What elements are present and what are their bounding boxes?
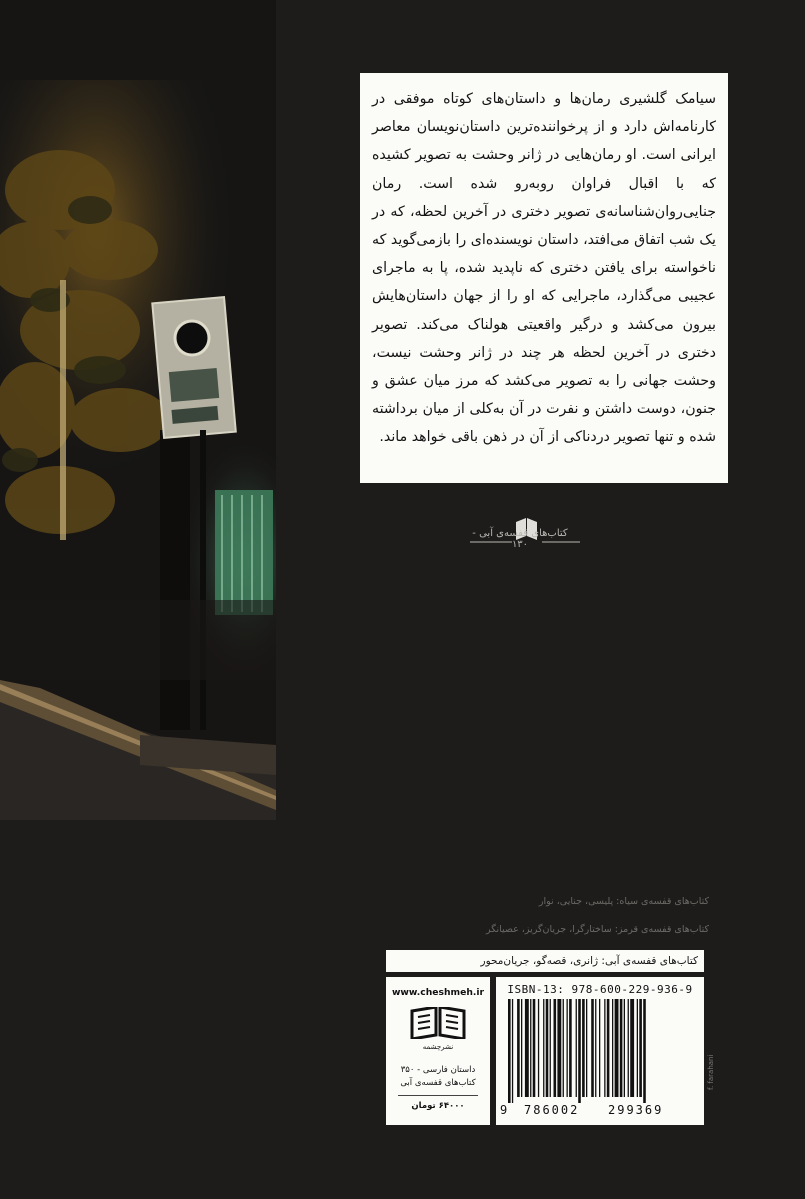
barcode-bar	[630, 999, 634, 1097]
barcode-bar	[643, 999, 646, 1103]
barcode-bar	[591, 999, 594, 1097]
barcode-bar	[550, 999, 551, 1097]
barcode-bar	[512, 999, 513, 1103]
barcode-bar	[586, 999, 587, 1097]
barcode-bar	[607, 999, 610, 1097]
barcode-bar	[546, 999, 549, 1097]
barcode-bar	[612, 999, 613, 1097]
series-blue-line: کتاب‌های قفسه‌ی آبی: ژانری، قصه‌گو، جریان‌محور	[480, 955, 698, 967]
publisher-name: نشرچشمه	[422, 1043, 454, 1051]
divider	[398, 1095, 478, 1096]
barcode-bar	[538, 999, 539, 1097]
barcode-bar	[576, 999, 577, 1097]
series-logo-label: کتاب‌های قفسه‌ی آبی - ۱۳۰	[472, 528, 568, 550]
barcode-bar	[525, 999, 529, 1097]
publisher-series-line-1: داستان فارسی - ۳۵۰	[400, 1065, 476, 1075]
barcode-bar	[595, 999, 596, 1097]
barcode-bars	[508, 999, 692, 1103]
barcode-bar	[615, 999, 619, 1097]
series-red-line: کتاب‌های قفسه‌ی قرمز: ساختارگرا، جریان‌گریز، عصیانگر	[485, 924, 709, 935]
isbn-text: ISBN-13: 978-600-229-936-9	[507, 983, 693, 996]
barcode-bar	[624, 999, 625, 1097]
barcode-digit-first: 9	[500, 1103, 508, 1117]
barcode-bar	[604, 999, 605, 1097]
barcode-bar	[569, 999, 572, 1097]
synopsis-text: سیامک گلشیری رمان‌ها و داستان‌های کوتاه موفقی در کارنامه‌اش دارد و از پرخواننده‌ترین داستان‌نویسان معاصر ایرانی است. او رمان‌هایی در ژانر وحشت به تصویر کشیده که با اقبال فراوان روبه‌رو شده است. رمان جنایی‌روان‌شناسانه‌ی تصویر دختری در آخرین لحظه، که در یک شب اتفاق می‌افتد، داستان نویسنده‌ای را بازمی‌گوید که ناخواسته برای یافتن دختری که ناپدید شده، پا به ماجرای عجیبی می‌گذارد، ماجرایی که او را از جهان داستان‌هایش بیرون می‌کشد و درگیر واقعیتی هولناک می‌کند. تصویر دختری در آخرین لحظه هر چند در ژانر وحشت نیست، وحشت جهانی را به تصویر می‌کشد که مرز میان عشق و جنون، دوست داشتن و نفرت در آن به‌کلی از میان برداشته شده و تنها تصویر دردناکی از آن در ذهن باقی خواهد ماند.	[372, 91, 716, 446]
barcode-bar	[599, 999, 600, 1097]
cover-photo-night-street	[0, 0, 276, 820]
barcode-bar	[557, 999, 561, 1097]
publisher-logo-icon	[408, 1007, 468, 1039]
barcode-bar	[620, 999, 623, 1097]
barcode-bar	[563, 999, 564, 1097]
barcode-bar	[530, 999, 531, 1097]
barcode-bar	[533, 999, 536, 1097]
price: ۶۴۰۰۰ تومان	[411, 1101, 465, 1111]
synopsis-box	[360, 73, 728, 483]
barcode-bar	[508, 999, 511, 1103]
publisher-box	[386, 977, 490, 1125]
publisher-series-line-2: کتاب‌های قفسه‌ی آبی	[400, 1078, 476, 1088]
barcode-bar	[628, 999, 629, 1097]
barcode-bar	[543, 999, 544, 1097]
barcode-digits-right: 299369	[608, 1103, 664, 1117]
series-blue-box	[386, 950, 704, 972]
barcode-bar	[517, 999, 520, 1097]
barcode-bar	[582, 999, 585, 1097]
publisher-url: www.cheshmeh.ir	[391, 987, 485, 998]
barcode-bar	[639, 999, 642, 1097]
barcode-bar	[567, 999, 568, 1097]
barcode-digits-left: 786002	[524, 1103, 580, 1117]
series-black-line: کتاب‌های قفسه‌ی سیاه: پلیسی، جنایی، نوار	[538, 896, 709, 907]
barcode-box	[496, 977, 704, 1125]
barcode-bar	[578, 999, 581, 1103]
photo-credit: f. farahani	[707, 1054, 715, 1090]
barcode-bar	[521, 999, 522, 1097]
barcode-bar	[554, 999, 557, 1097]
barcode-bar	[637, 999, 638, 1097]
